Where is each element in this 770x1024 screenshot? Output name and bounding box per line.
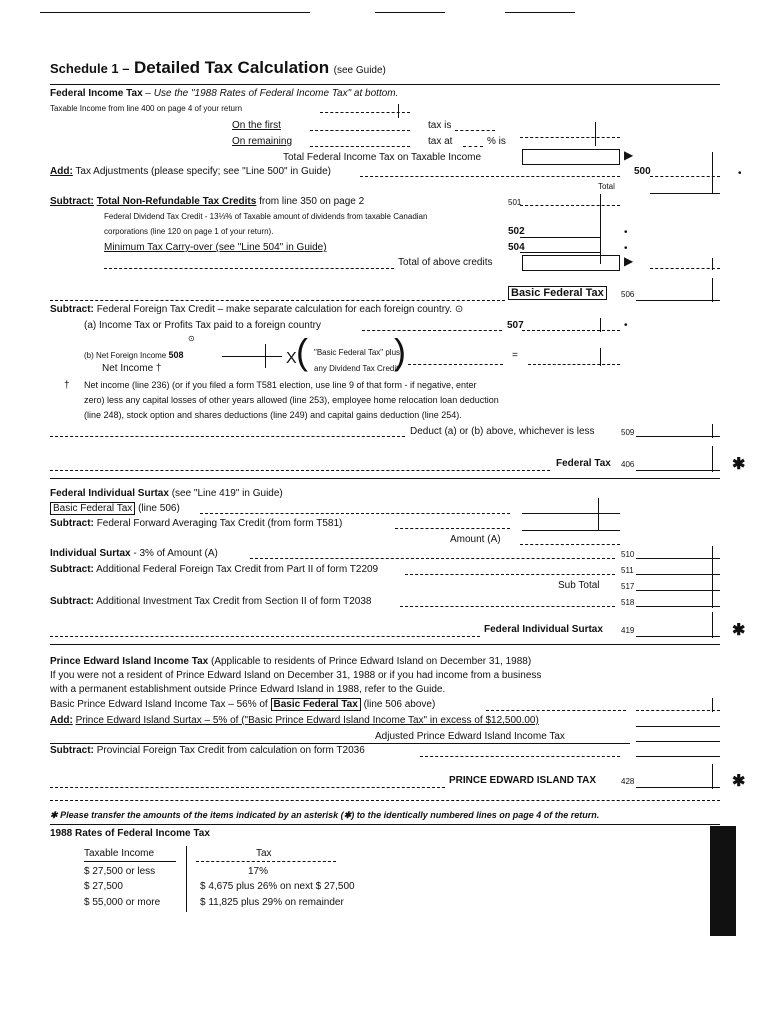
foreign-note-1: Net income (line 236) (or if you filed a form T581 election, use line 9 of that form - if negative, enter xyxy=(84,380,477,390)
bullet-502: • xyxy=(624,227,628,238)
pei-subtract-row: Subtract: Provincial Foreign Tax Credit from calculation on form T2036 xyxy=(50,745,365,756)
rates-col-taxable: Taxable Income xyxy=(84,848,155,859)
federal-header: Federal Income Tax – Use the "1988 Rates of Federal Income Tax" at bottom. xyxy=(50,88,399,99)
total-credits-box[interactable] xyxy=(522,255,620,271)
bft-plus-label: "Basic Federal Tax" plus xyxy=(314,348,401,357)
total-credits-label: Total of above credits xyxy=(398,257,493,268)
add-adjustments-row: Add: Tax Adjustments (please specify; see "Line 500" in Guide) xyxy=(50,166,331,177)
line-510: 510 xyxy=(621,550,635,559)
rates-row-1-tax: 17% xyxy=(248,866,269,877)
rates-row-2-tax: $ 4,675 plus 26% on next $ 27,500 xyxy=(200,881,355,892)
net-income-label: Net Income † xyxy=(102,363,162,374)
surtax-subtract2-row: Subtract: Additional Federal Foreign Tax Credit from Part II of form T2209 xyxy=(50,564,379,575)
on-first-label: On the first xyxy=(232,120,281,131)
arrow-icon: ▶ xyxy=(624,148,634,162)
foreign-note-3: (line 248), stock option and shares deductions (line 249) and capital gains deduction (line 254). xyxy=(84,410,462,420)
asterisk-428: ✱ xyxy=(732,773,746,790)
pei-header: Prince Edward Island Income Tax (Applicable to residents of Prince Edward Island on December 31, 1988) xyxy=(50,656,532,667)
pei-para-1: If you were not a resident of Prince Edward Island on December 31, 1988 or if you had income from a business xyxy=(50,670,542,681)
total-federal-tax-box[interactable] xyxy=(522,149,620,165)
on-remaining-label: On remaining xyxy=(232,136,293,147)
federal-surtax-label: Federal Individual Surtax xyxy=(484,624,603,635)
asterisk-406: ✱ xyxy=(732,456,746,473)
line-509: 509 xyxy=(621,428,635,437)
foreign-b-row: (b) Net Foreign Income 508 xyxy=(84,350,184,360)
title-suffix: (see Guide) xyxy=(333,65,386,76)
line-419: 419 xyxy=(621,626,635,635)
transfer-note: ✱ Please transfer the amounts of the items indicated by an asterisk (✱) to the identically numbered lines on page 4 of the return. xyxy=(50,810,600,820)
individual-surtax-row: Individual Surtax - 3% of Amount (A) xyxy=(50,548,218,559)
pei-basic-row: Basic Prince Edward Island Income Tax – 56% of Basic Federal Tax (line 506 above) xyxy=(50,699,436,710)
left-brace: ( xyxy=(296,331,308,372)
circle-mark: ⊙ xyxy=(188,334,195,343)
arrow-icon-2: ▶ xyxy=(624,254,634,268)
pei-adjusted-label: Adjusted Prince Edward Island Income Tax xyxy=(375,731,565,742)
bullet-507: • xyxy=(624,320,628,331)
line-428: 428 xyxy=(621,777,635,786)
surtax-basic-row: Basic Federal Tax (line 506) xyxy=(50,503,180,515)
multiply-x: X xyxy=(286,350,297,367)
asterisk-419: ✱ xyxy=(732,622,746,639)
line-502: 502 xyxy=(508,226,525,237)
schedule-title xyxy=(50,58,386,78)
line-406: 406 xyxy=(621,460,635,469)
equals-sign: = xyxy=(512,350,518,361)
line-504: 504 xyxy=(508,242,525,253)
dividend-credit-label: any Dividend Tax Credit xyxy=(314,364,399,373)
federal-tax-label: Federal Tax xyxy=(556,458,611,469)
line-518: 518 xyxy=(621,598,635,607)
surtax-header: Federal Individual Surtax (see "Line 419" in Guide) xyxy=(50,488,283,499)
bullet-504: • xyxy=(624,243,628,254)
rates-row-3-tax: $ 11,825 plus 29% on remainder xyxy=(200,897,344,908)
pei-add-row: Add: Prince Edward Island Surtax – 5% of ("Basic Prince Edward Island Income Tax" in excess of $12,500.00) xyxy=(50,715,539,726)
foreign-credit-row: Subtract: Federal Foreign Tax Credit – make separate calculation for each foreign country. ⊙ xyxy=(50,304,464,315)
subtract-credits-row: Subtract: Total Non-Refundable Tax Credits from line 350 on page 2 xyxy=(50,196,365,207)
line-501: 501 xyxy=(508,198,522,207)
foreign-a-row: (a) Income Tax or Profits Tax paid to a foreign country xyxy=(84,320,321,331)
rates-row-2-income: $ 27,500 xyxy=(84,881,123,892)
surtax-subtract3-row: Subtract: Additional Investment Tax Credit from Section II of form T2038 xyxy=(50,596,372,607)
surtax-subtract-row: Subtract: Federal Forward Averaging Tax Credit (from form T581) xyxy=(50,518,343,529)
title-prefix: Schedule 1 – xyxy=(50,61,130,76)
basic-federal-tax-label: Basic Federal Tax xyxy=(508,287,607,299)
dividend-text-1: Federal Dividend Tax Credit - 13⅓% of Taxable amount of dividends from taxable Canadian xyxy=(104,212,428,221)
rates-row-1-income: $ 27,500 or less xyxy=(84,866,156,877)
amount-a-label: Amount (A) xyxy=(450,534,501,545)
scan-edge-block xyxy=(710,826,736,936)
sub-total-label: Sub Total xyxy=(558,580,600,591)
pei-tax-label: PRINCE EDWARD ISLAND TAX xyxy=(449,775,597,786)
total-federal-tax-label: Total Federal Income Tax on Taxable Income xyxy=(283,152,482,163)
line-517: 517 xyxy=(621,582,635,591)
pct-is-label: % is xyxy=(487,136,506,147)
rates-col-tax: Tax xyxy=(256,848,272,859)
right-brace: ) xyxy=(394,331,406,372)
dagger-mark: † xyxy=(64,380,70,391)
foreign-note-2: zero) less any capital losses of other years allowed (line 253), employee home relocation loan deduction xyxy=(84,395,499,405)
line-507: 507 xyxy=(507,320,524,331)
rates-row-3-income: $ 55,000 or more xyxy=(84,897,161,908)
taxable-income-line: Taxable Income from line 400 on page 4 of your return xyxy=(50,104,243,113)
pei-para-2: with a permanent establishment outside Prince Edward Island in 1988, refer to the Guide. xyxy=(50,684,446,695)
line-500: 500 xyxy=(634,166,651,177)
rates-title: 1988 Rates of Federal Income Tax xyxy=(50,828,210,839)
total-label: Total xyxy=(598,182,615,191)
min-tax-label: Minimum Tax Carry-over (see "Line 504" in Guide) xyxy=(104,242,327,253)
dividend-text-2: corporations (line 120 on page 1 of your return). xyxy=(104,227,274,236)
bullet-dot: • xyxy=(738,168,742,179)
deduct-label: Deduct (a) or (b) above, whichever is less xyxy=(410,426,595,437)
tax-is-label: tax is xyxy=(428,120,452,131)
line-511: 511 xyxy=(621,566,634,575)
tax-at-label: tax at xyxy=(428,136,453,147)
line-506: 506 xyxy=(621,290,635,299)
title-main: Detailed Tax Calculation xyxy=(133,58,330,77)
